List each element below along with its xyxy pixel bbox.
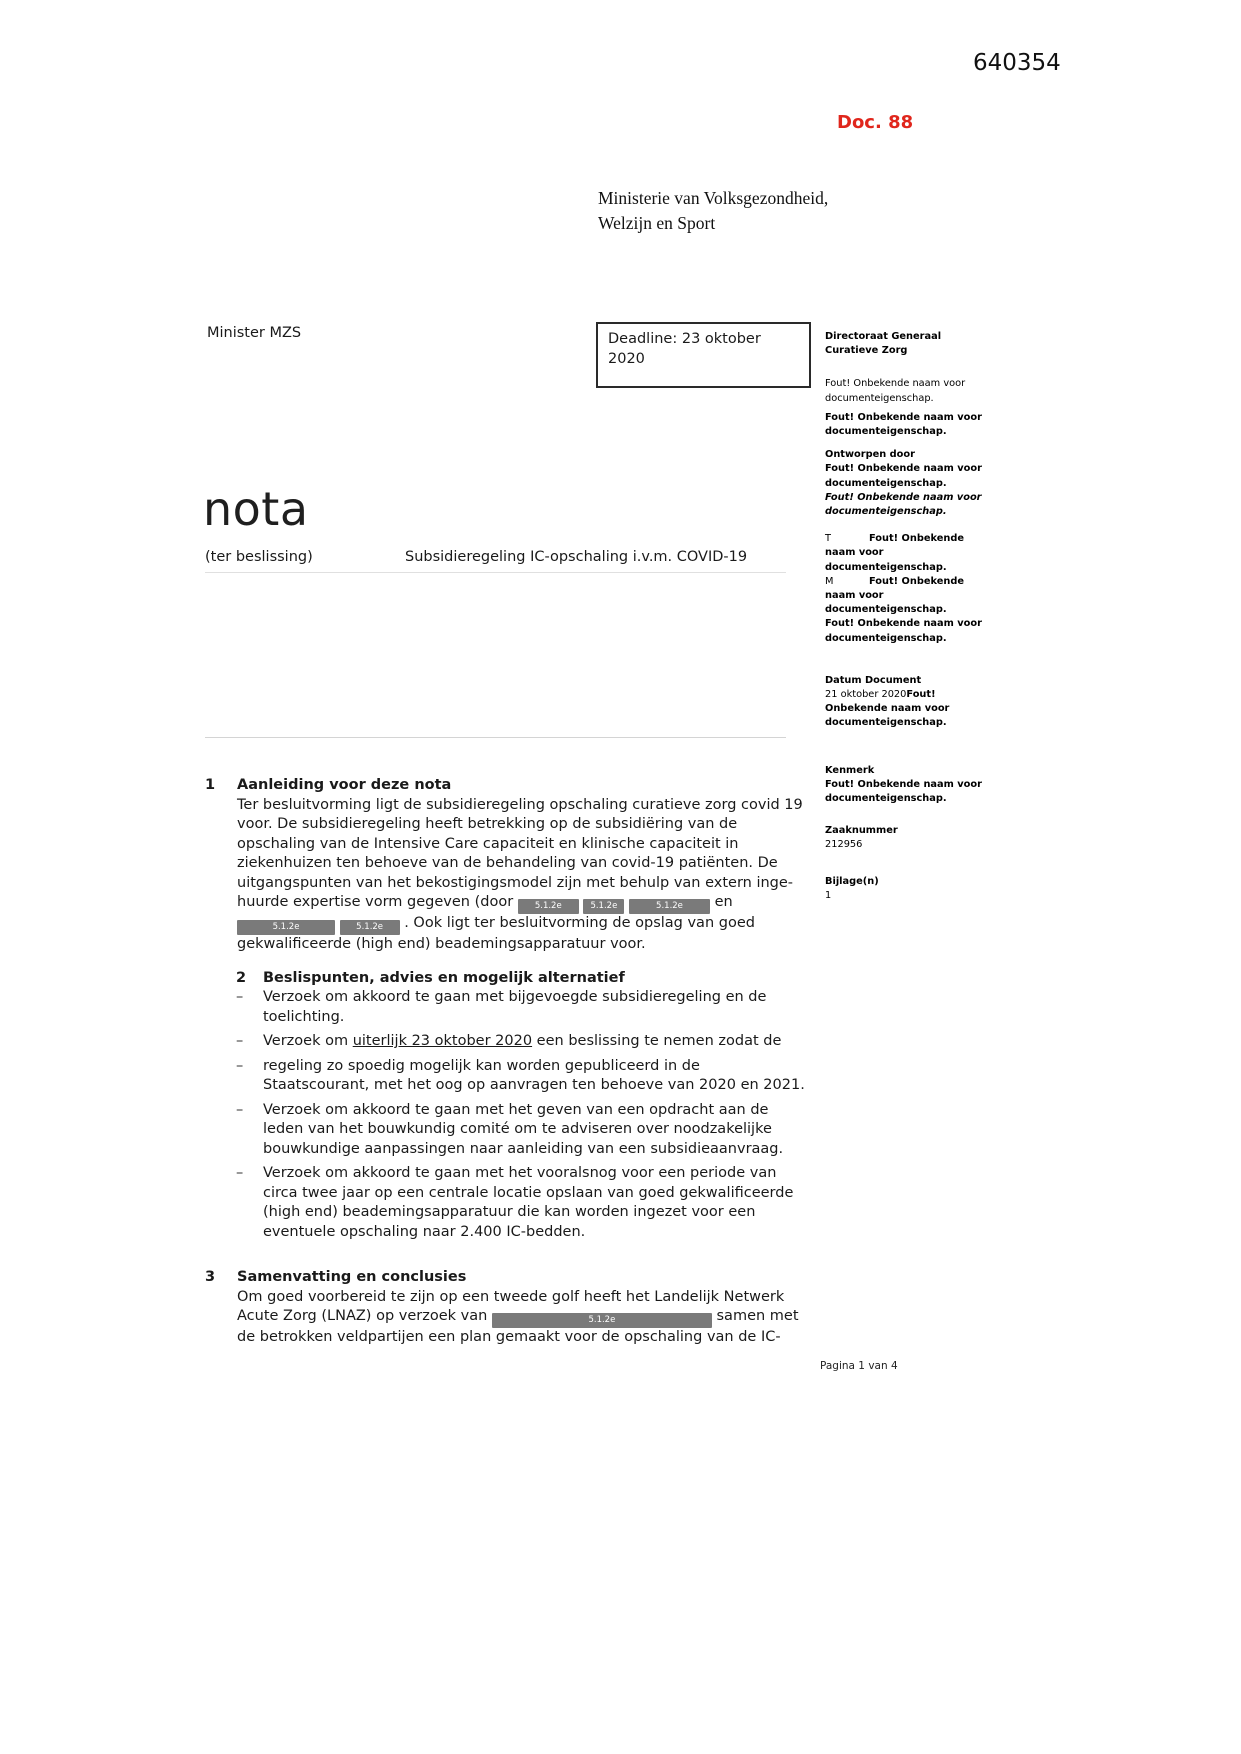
sidebar-zaaknummer — [825, 824, 988, 838]
paragraph — [237, 796, 805, 955]
addressee-label: Minister MZS — [207, 325, 302, 341]
section-title: Aanleiding voor deze nota — [237, 777, 452, 793]
sidebar-kenmerk — [825, 764, 988, 778]
ministry-line-2: Welzijn en Sport — [598, 213, 716, 234]
nota-subtitle-row — [205, 549, 787, 565]
doc-number: 640354 — [973, 50, 1061, 76]
ministry-wordmark — [598, 186, 828, 237]
text-segment: Fout! Onbekende naam voor documenteigenschap. — [825, 491, 982, 518]
decision-item-text — [263, 1102, 783, 1157]
text-segment: 212956 — [825, 839, 863, 851]
redaction-box: 5.1.2e — [492, 1313, 712, 1328]
decision-item-text — [263, 1033, 781, 1049]
text-segment: Zaaknummer — [825, 825, 898, 837]
sidebar-doc-property — [825, 617, 988, 645]
doc-reference-label: Doc. 88 — [837, 112, 914, 133]
section-number: 1 — [205, 777, 216, 793]
section-title: Beslispunten, advies en mogelijk alternatief — [263, 969, 625, 986]
sidebar-phone-row — [825, 532, 988, 575]
decision-item — [236, 1032, 805, 1052]
sidebar-mobile-row — [825, 575, 988, 618]
deadline-box: Deadline: 23 oktober 2020 — [596, 322, 811, 388]
redaction-box: 5.1.2e — [340, 920, 400, 935]
text-segment: Om goed voorbereid te zijn op een tweede golf heeft het Landelijk Netwerk Acute Zorg (LNAZ) op verzoek van — [237, 1288, 785, 1324]
section-content — [237, 1288, 805, 1348]
sidebar-directorate — [825, 330, 988, 358]
metadata-sidebar — [825, 330, 988, 903]
text-segment: Fout! Onbekende naam voor documenteigenschap. — [825, 575, 965, 616]
sidebar-doc-property — [825, 462, 988, 490]
text-segment: Datum Document — [825, 674, 922, 686]
text-segment: Fout! Onbekende naam voor documenteigenschap. — [825, 689, 950, 729]
dash-bullet: – — [236, 989, 244, 1005]
sidebar-ontworpen-door — [825, 448, 988, 462]
ministry-line-1: Ministerie van Volksgezondheid, — [598, 188, 829, 208]
text-segment: Verzoek om akkoord te gaan met het geven van een opdracht aan de leden van het bouwkundig comité om te adviseren over noodzakelijke bouwkundige aanpassingen naar aanleiding van een subsidieaanvraag. — [263, 1101, 784, 1157]
dash-bullet: – — [236, 1057, 244, 1074]
text-segment: regeling zo spoedig mogelijk kan worden gepubliceerd in de Staatscourant, met het oog op aanvragen ten behoeve van 2020 en 2021. — [263, 1057, 805, 1093]
sidebar-doc-property — [825, 411, 988, 439]
decision-item-text — [263, 989, 766, 1025]
section-beslispunten — [236, 969, 805, 1243]
section-heading — [205, 1268, 805, 1288]
section-heading — [205, 776, 805, 796]
text-segment: Verzoek om akkoord te gaan met het vooralsnog voor een periode van circa twee jaar op een centrale locatie opslaan van goed gekwalificeerde (high end) beademingsapparatuur die kan worden ingezet voor een eventuele opschaling naar 2.400 IC-bedden. — [263, 1165, 794, 1240]
sidebar-datum-document — [825, 674, 988, 688]
text-segment: Fout! Onbekende naam voor documenteigenschap. — [825, 618, 982, 644]
sidebar-kenmerk-value — [825, 778, 988, 806]
section-samenvatting — [205, 1268, 805, 1348]
decision-item-text — [263, 1165, 793, 1240]
document-body — [205, 776, 805, 1348]
text-segment: Ter besluitvorming ligt de subsidieregeling opschaling curatieve zorg covid 19 voor. De subsidieregeling heeft betrekking op de subsidiëring van de opschaling van de Intensive Care capaciteit en klinische capaciteit in ziekenhuizen ten behoeve van de behandeling van covid-19 patiënten. De uitgangspunten van het bekostigingsmodel zijn met behulp van extern inge-huurde expertise vorm gegeven (door — [237, 796, 803, 910]
text-segment: Fout! Onbekende naam voor documenteigenschap. — [825, 533, 965, 573]
redaction-box: 5.1.2e — [237, 920, 335, 935]
text-segment: en — [709, 894, 733, 910]
text-segment: Fout! Onbekende naam voor documenteigenschap. — [825, 411, 982, 438]
sidebar-datum-value — [825, 688, 988, 731]
sidebar-bijlagen — [825, 875, 988, 889]
text-segment: uiterlijk 23 oktober 2020 — [352, 1033, 533, 1049]
text-segment: Verzoek om akkoord te gaan met bijgevoegde subsidieregeling en de toelichting. — [263, 989, 767, 1025]
sidebar-bijlagen-value — [825, 889, 988, 903]
text-segment: samen met de betrokken veldpartijen een plan gemaakt voor de opschaling van de IC- — [237, 1308, 799, 1345]
text-segment — [335, 915, 340, 931]
section-number: 3 — [205, 1269, 216, 1285]
divider-line — [205, 737, 786, 738]
text-segment: 21 oktober 2020 — [825, 689, 907, 701]
section-content — [237, 796, 805, 955]
section-aanleiding — [205, 776, 805, 955]
nota-type-label: (ter beslissing) — [205, 549, 313, 565]
text-segment: een beslissing te nemen zodat de — [532, 1033, 782, 1049]
nota-subject: Subsidieregeling IC-opschaling i.v.m. COVID-19 — [405, 549, 748, 565]
decision-item — [236, 1164, 805, 1242]
divider-line — [205, 572, 786, 573]
text-segment: . Ook ligt ter besluitvorming de opslag van goed gekwalificeerde (high end) beademingsapparatuur voor. — [237, 915, 755, 952]
text-segment: Fout! Onbekende naam voor documenteigenschap. — [825, 378, 966, 404]
text-segment: Bijlage(n) — [825, 875, 879, 887]
text-segment: Fout! Onbekende naam voor documenteigenschap. — [825, 778, 982, 805]
text-segment: 1 — [825, 889, 832, 901]
text-segment: Kenmerk — [825, 764, 875, 776]
text-segment: Verzoek om — [263, 1033, 353, 1049]
dash-bullet: – — [236, 1101, 244, 1118]
decision-item — [236, 1057, 805, 1096]
section-heading — [236, 969, 805, 989]
section-title: Samenvatting en conclusies — [237, 1269, 467, 1285]
dash-bullet: – — [236, 1165, 244, 1181]
paragraph — [237, 1288, 805, 1348]
decision-item — [236, 1101, 805, 1160]
decision-item — [236, 988, 805, 1027]
redaction-box: 5.1.2e — [518, 899, 579, 914]
sidebar-zaaknummer-value — [825, 838, 988, 852]
section-number: 2 — [236, 969, 247, 986]
text-segment: M — [825, 575, 834, 587]
sidebar-doc-property — [825, 377, 988, 405]
text-segment: Directoraat Generaal Curatieve Zorg — [825, 331, 942, 357]
decision-list — [236, 988, 805, 1242]
nota-title: nota — [203, 482, 309, 536]
page-number: Pagina 1 van 4 — [820, 1360, 898, 1372]
text-segment: T — [825, 533, 831, 545]
decision-item-text — [263, 1058, 805, 1094]
text-segment: Fout! Onbekende naam voor documenteigenschap. — [825, 463, 982, 489]
dash-bullet: – — [236, 1033, 244, 1049]
sidebar-doc-property — [825, 491, 988, 519]
text-segment: Ontworpen door — [825, 449, 915, 461]
redaction-box: 5.1.2e — [629, 899, 710, 914]
redaction-box: 5.1.2e — [583, 899, 624, 914]
